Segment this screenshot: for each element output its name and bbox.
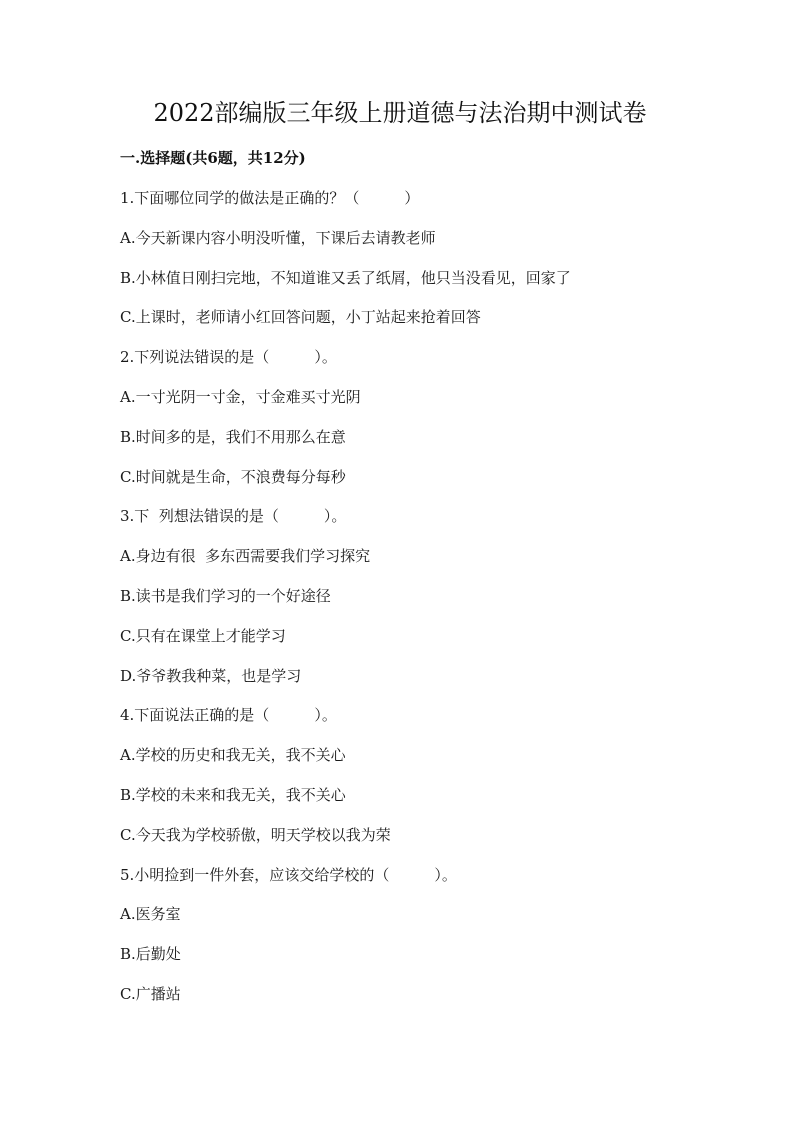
question-list [120,187,720,1023]
question-3-option-c: C.只有在课堂上才能学习 [120,626,286,645]
question-1-stem: 1.下面哪位同学的做法是正确的？（ ） [120,189,420,207]
question-4-option-b: B.学校的未来和我无关，我不关心 [120,785,346,804]
question-3-option-b: B.读书是我们学习的一个好途径 [120,586,331,605]
question-1-option-a: A.今天新课内容小明没听懂，下课后去请教老师 [120,228,436,247]
question-5-stem: 5.小明捡到一件外套，应该交给学校的（ ）。 [120,865,457,884]
question-3-option-d: D.爷爷教我种菜，也是学习 [120,666,302,685]
section-heading: 一.选择题(共6题，共12分) [120,149,306,167]
question-2-stem: 2.下列说法错误的是（ ）。 [120,348,337,367]
question-3-stem: 3.下 列想法错误的是（ ）。 [120,507,347,526]
question-4-option-a: A.学校的历史和我无关，我不关心 [120,746,346,765]
question-1-option-c: C.上课时，老师请小红回答问题，小丁站起来抢着回答 [120,308,481,327]
question-3-option-a: A.身边有很 多东西需要我们学习探究 [120,547,371,566]
question-5-option-c: C.广播站 [120,984,181,1003]
question-2-option-b: B.时间多的是，我们不用那么在意 [120,427,346,446]
question-5-option-a: A.医务室 [120,905,181,924]
page-title: 2022部编版三年级上册道德与法治期中测试卷 [153,99,647,127]
question-5-option-b: B.后勤处 [120,945,181,964]
question-1-option-b: B.小林值日刚扫完地，不知道谁又丢了纸屑，他只当没看见，回家了 [120,268,571,287]
question-4-option-c: C.今天我为学校骄傲，明天学校以我为荣 [120,825,391,844]
question-2-option-a: A.一寸光阴一寸金，寸金难买寸光阴 [120,387,361,406]
question-4-stem: 4.下面说法正确的是（ ）。 [120,706,337,725]
question-2-option-c: C.时间就是生命，不浪费每分每秒 [120,467,346,486]
